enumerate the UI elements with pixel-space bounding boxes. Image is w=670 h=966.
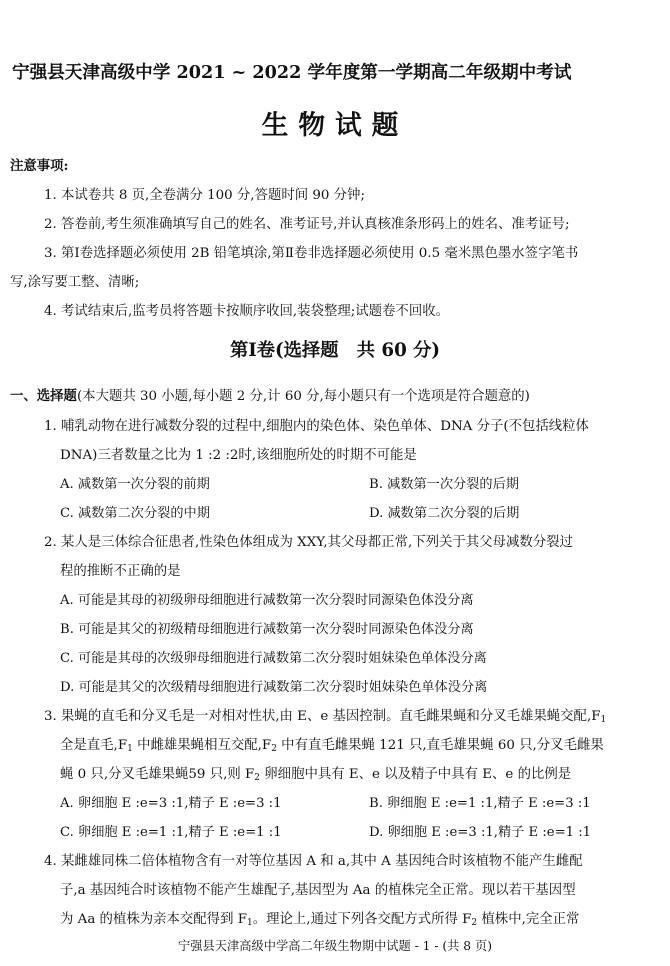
notice-item: 3. 第Ⅰ卷选择题必须使用 2B 铅笔填涂,第Ⅱ卷非选择题必须使用 0.5 毫米黑色墨水签字笔书 <box>44 246 579 261</box>
answer-option: A. 减数第一次分裂的前期 <box>60 477 210 492</box>
answer-option: D. 卵细胞 E :e=3 :1,精子 E :e=1 :1 <box>369 825 592 840</box>
answer-option: D. 可能是其父的次级精母细胞进行减数第二次分裂时姐妹染色单体没分离 <box>60 680 488 695</box>
question-stem: 蝇 0 只,分叉毛雄果蝇59 只,则 $F_2$ 卵细胞中具有 E、e 以及精子中具有 E、e 的比例是 <box>60 767 572 783</box>
answer-option: B. 可能是其父的初级精母细胞进行减数第一次分裂时同源染色体没分离 <box>60 622 474 637</box>
answer-option: B. 卵细胞 E :e=1 :1,精子 E :e=3 :1 <box>369 796 591 811</box>
answer-option: C. 卵细胞 E :e=1 :1,精子 E :e=1 :1 <box>60 825 282 840</box>
subject-title: 生物试题 <box>261 110 409 141</box>
answer-option: C. 减数第二次分裂的中期 <box>60 506 210 521</box>
section-heading <box>10 390 530 403</box>
question-stem: DNA)三者数量之比为 1 :2 :2时,该细胞所处的时期不可能是 <box>60 448 417 463</box>
page-footer: 宁强县天津高级中学高二年级生物期中试题 - 1 - (共 8 页) <box>177 939 493 953</box>
answer-option: A. 可能是其母的初级卵母细胞进行减数第一次分裂时同源染色体没分离 <box>60 593 474 608</box>
exam-title: 宁强县天津高级中学 2021 ~ 2022 学年度第一学期高二年级期中考试 <box>12 62 572 83</box>
notice-item: 写,涂写要工整、清晰; <box>10 275 140 290</box>
answer-option: D. 减数第二次分裂的后期 <box>369 506 520 521</box>
notice-item: 4. 考试结束后,监考员将答题卡按顺序收回,装袋整理;试题卷不回收。 <box>44 304 449 319</box>
section-description: (本大题共 30 小题,每小题 2 分,计 60 分,每小题只有一个选项是符合题意的) <box>76 389 530 404</box>
part-title: 第Ⅰ卷(选择题 共 60 分) <box>229 340 441 361</box>
answer-option: A. 卵细胞 E :e=3 :1,精子 E :e=3 :1 <box>60 796 282 811</box>
question-stem: 程的推断不正确的是 <box>60 564 181 579</box>
section-label: 一、选择题 <box>10 388 77 404</box>
question-stem: 1. 哺乳动物在进行减数分裂的过程中,细胞内的染色体、染色单体、DNA 分子(不包括线粒体 <box>44 419 589 434</box>
question-stem: 子,a 基因纯合时该植物不能产生雄配子,基因型为 Aa 的植株完全正常。现以若干基因型 <box>60 883 576 898</box>
question-stem: 为 Aa 的植株为亲本交配得到 $F_1$。理论上,通过下列各交配方式所得 $F_2$ 植株中,完全正常 <box>60 912 580 928</box>
notice-heading: 注意事项: <box>10 158 69 174</box>
notice-item: 2. 答卷前,考生须准确填写自己的姓名、准考证号,并认真核准条形码上的姓名、准考证号; <box>44 217 570 232</box>
question-stem: 2. 某人是三体综合征患者,性染色体组成为 XXY,其父母都正常,下列关于其父母减数分裂过 <box>44 535 573 550</box>
question-stem: 全是直毛$,F_1$ 中雌雄果蝇相互交配$,F_2$ 中有直毛雌果蝇 121 只,直毛雄果蝇 60 只,分叉毛雌果 <box>60 738 604 754</box>
notice-item: 1. 本试卷共 8 页,全卷满分 100 分,答题时间 90 分钟; <box>44 188 365 203</box>
question-stem: 3. 果蝇的直毛和分叉毛是一对相对性状,由 E、e 基因控制。直毛雌果蝇和分叉毛雄果蝇交配$,F_1$ <box>44 709 607 725</box>
answer-option: C. 可能是其母的次级卵母细胞进行减数第二次分裂时姐妹染色单体没分离 <box>60 651 487 666</box>
answer-option: B. 减数第一次分裂的后期 <box>369 477 519 492</box>
question-stem: 4. 某雌雄同株二倍体植物含有一对等位基因 A 和 a,其中 A 基因纯合时该植物不能产生雌配 <box>44 854 583 869</box>
